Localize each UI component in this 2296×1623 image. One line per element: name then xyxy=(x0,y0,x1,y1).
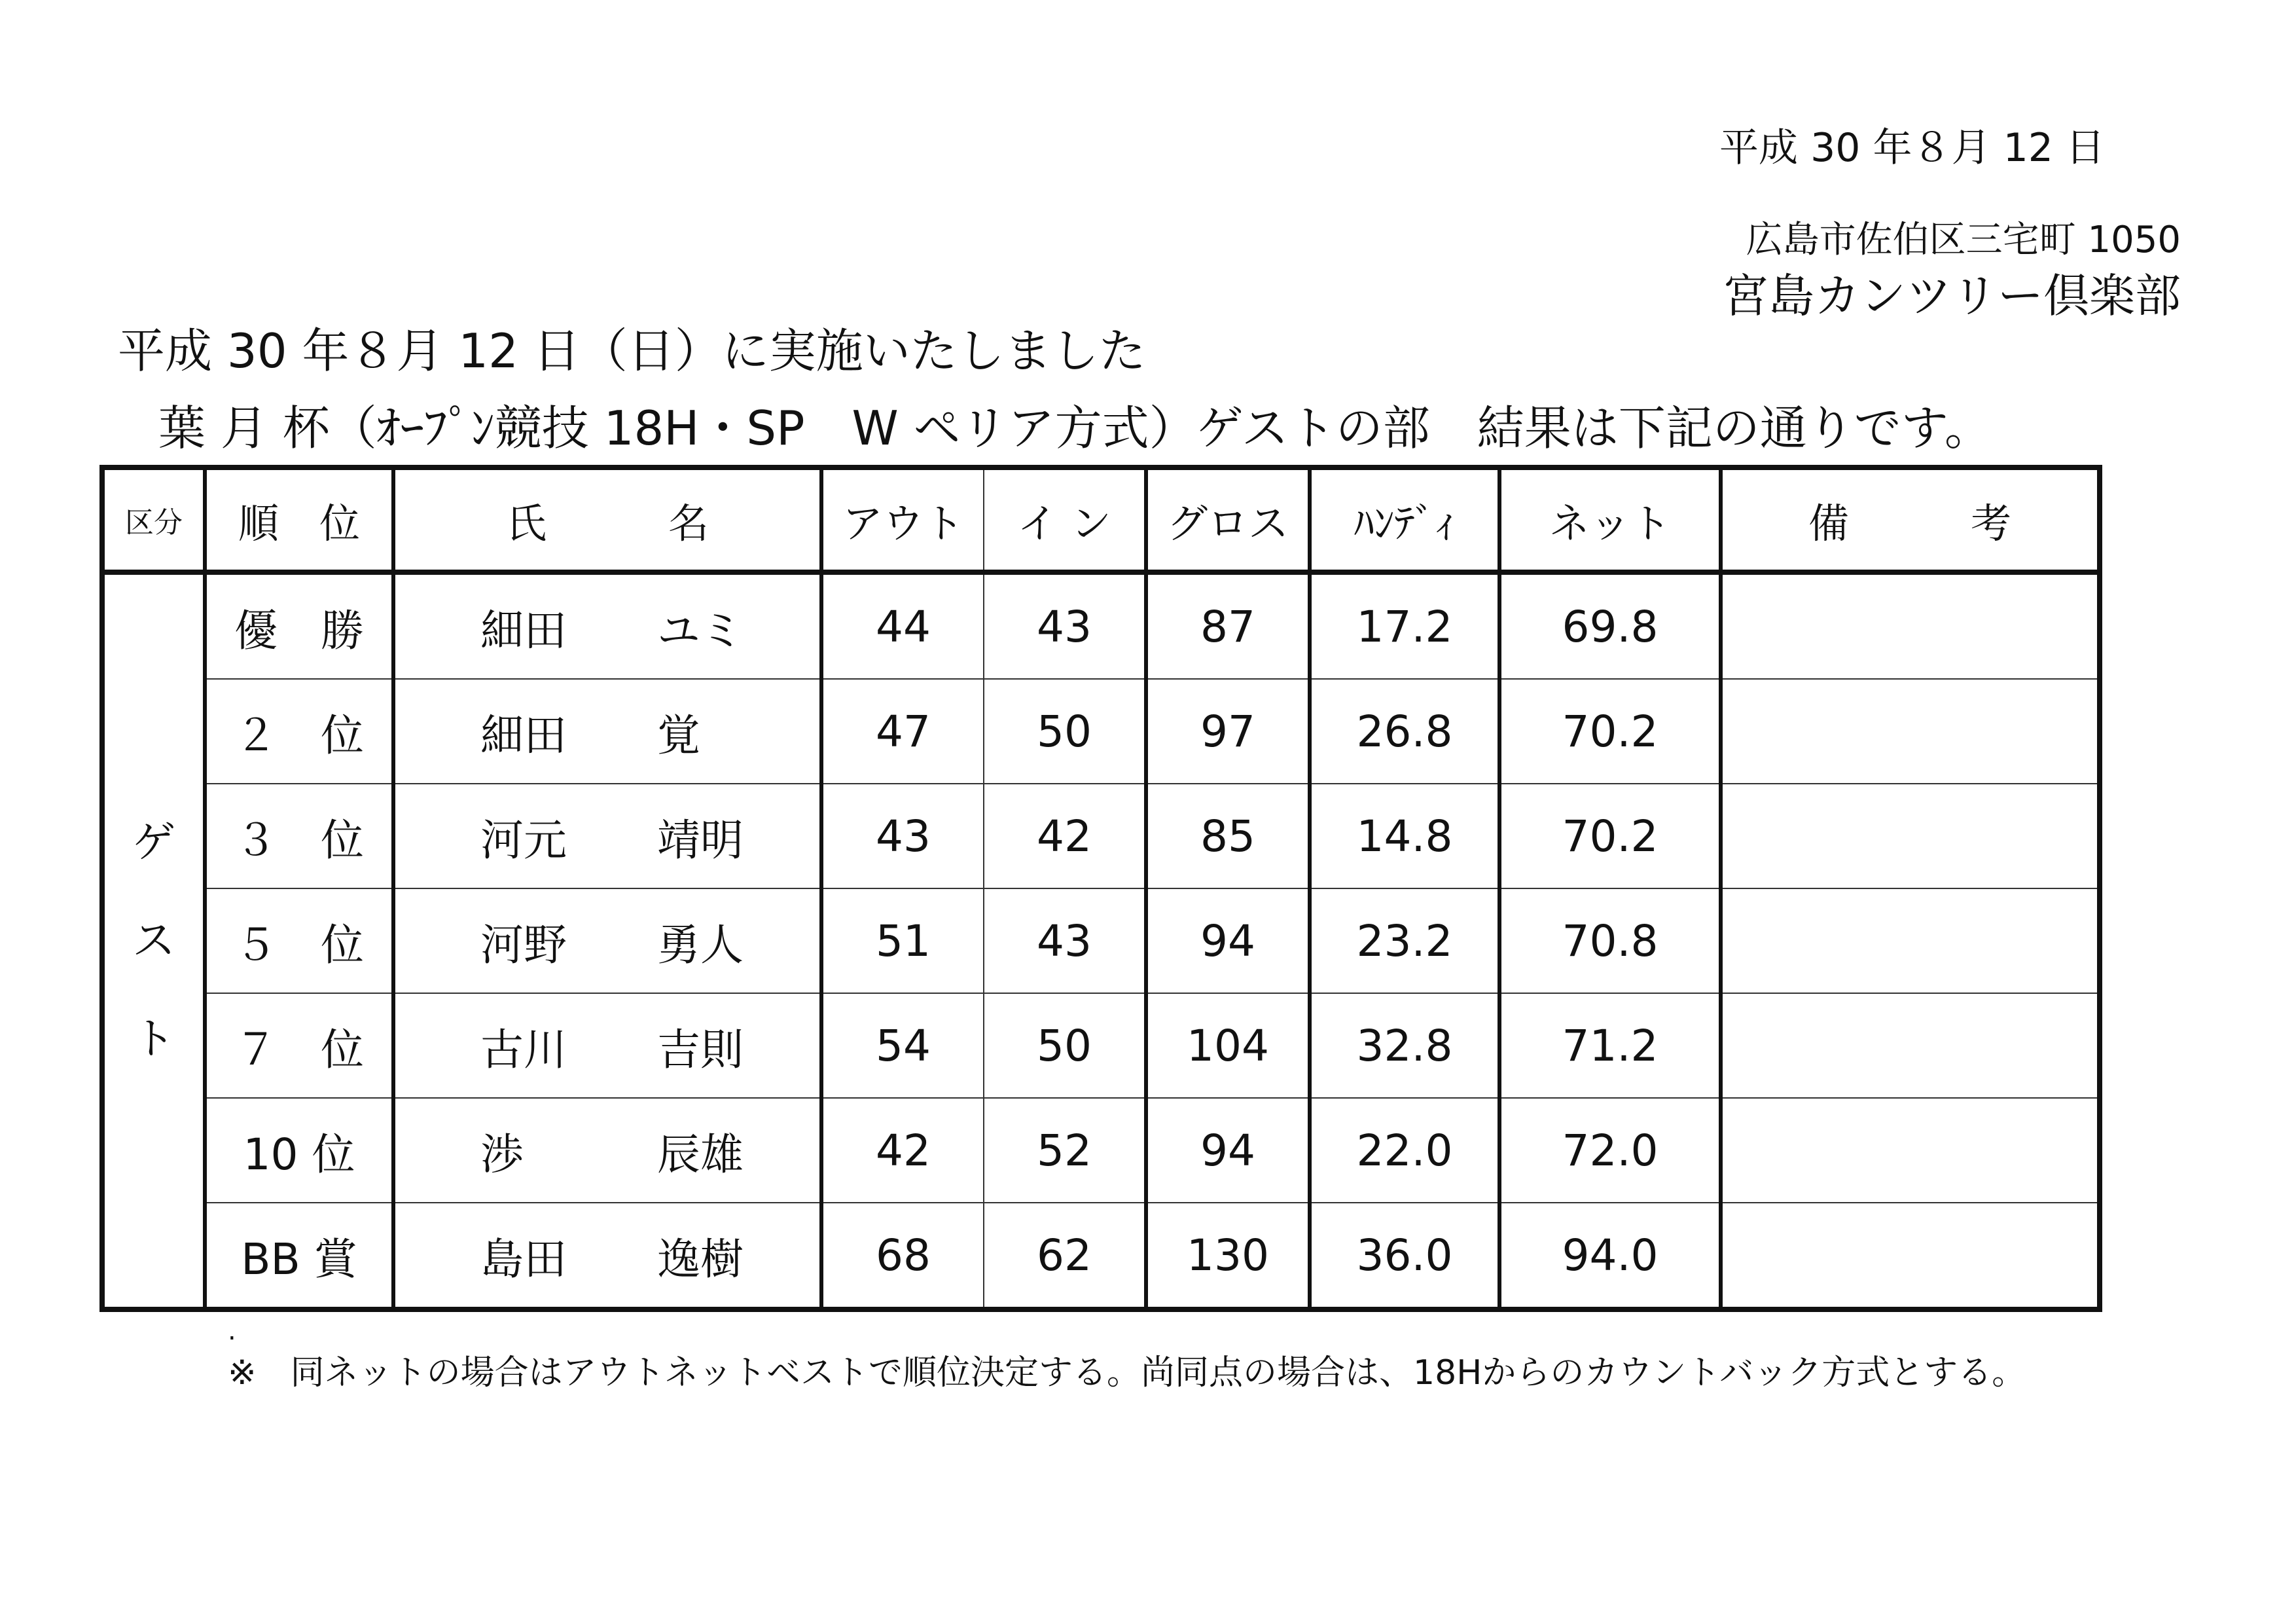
intro-line-1: 平成 30 年８月 12 日（日）に実施いたしました xyxy=(118,323,1146,378)
gross-score-cell: 87 xyxy=(1146,572,1310,679)
header-out: アウト xyxy=(821,467,984,572)
remarks-cell xyxy=(1721,784,2100,888)
last-name: 河元 xyxy=(480,814,567,866)
out-score-cell: 68 xyxy=(821,1203,984,1309)
name-cell xyxy=(393,679,821,784)
handicap-cell: 36.0 xyxy=(1310,1203,1499,1309)
out-score-cell: 51 xyxy=(821,888,984,993)
remarks-cell xyxy=(1721,572,2100,679)
name-cell xyxy=(393,1098,821,1203)
intro-line-2: 葉 月 杯（ｵｰﾌﾟﾝ競技 18H・SP W ペリア方式）ゲストの部 結果は下記の通りです。 xyxy=(158,401,1992,456)
out-score-cell: 42 xyxy=(821,1098,984,1203)
division-char: ゲ xyxy=(132,817,175,867)
name-cell xyxy=(393,1203,821,1309)
first-name: 辰雄 xyxy=(657,1129,744,1180)
first-name: 靖明 xyxy=(657,814,744,866)
last-name: 河野 xyxy=(480,919,567,970)
net-score-cell: 70.8 xyxy=(1499,888,1721,993)
document-date: 平成 30 年８月 12 日 xyxy=(1719,125,2105,171)
in-score-cell: 43 xyxy=(984,572,1146,679)
last-name: 島田 xyxy=(480,1233,567,1285)
handicap-cell: 23.2 xyxy=(1310,888,1499,993)
table-row xyxy=(102,1098,2100,1203)
net-score-cell: 70.2 xyxy=(1499,679,1721,784)
in-score-cell: 42 xyxy=(984,784,1146,888)
header-gross: グロス xyxy=(1146,467,1310,572)
first-name: 吉則 xyxy=(657,1024,744,1075)
out-score-cell: 43 xyxy=(821,784,984,888)
header-division: 区分 xyxy=(102,467,205,572)
in-score-cell: 43 xyxy=(984,888,1146,993)
name-cell xyxy=(393,993,821,1098)
name-cell xyxy=(393,888,821,993)
remarks-cell xyxy=(1721,993,2100,1098)
rank-cell: ５ 位 xyxy=(205,888,393,993)
last-name: 渉 xyxy=(480,1129,524,1180)
rank-cell: 優 勝 xyxy=(205,572,393,679)
net-score-cell: 72.0 xyxy=(1499,1098,1721,1203)
net-score-cell: 69.8 xyxy=(1499,572,1721,679)
last-name: 古川 xyxy=(480,1024,567,1075)
remarks-cell xyxy=(1721,1098,2100,1203)
net-score-cell: 71.2 xyxy=(1499,993,1721,1098)
name-cell xyxy=(393,784,821,888)
handicap-cell: 14.8 xyxy=(1310,784,1499,888)
rank-cell: BB 賞 xyxy=(205,1203,393,1309)
net-score-cell: 70.2 xyxy=(1499,784,1721,888)
header-rank: 順 位 xyxy=(205,467,393,572)
division-char: ト xyxy=(132,1013,175,1064)
first-name: ユミ xyxy=(657,605,744,656)
header-name: 氏 名 xyxy=(393,467,821,572)
out-score-cell: 44 xyxy=(821,572,984,679)
note-dot: . xyxy=(228,1316,236,1346)
header-remarks: 備 考 xyxy=(1721,467,2100,572)
in-score-cell: 52 xyxy=(984,1098,1146,1203)
rank-cell: 10 位 xyxy=(205,1098,393,1203)
club-address: 広島市佐伯区三宅町 1050 xyxy=(1746,219,2181,261)
gross-score-cell: 85 xyxy=(1146,784,1310,888)
last-name: 細田 xyxy=(480,605,567,656)
table-header-row xyxy=(102,467,2100,572)
table-row xyxy=(102,1203,2100,1309)
first-name: 勇人 xyxy=(657,919,744,970)
out-score-cell: 54 xyxy=(821,993,984,1098)
handicap-cell: 26.8 xyxy=(1310,679,1499,784)
table-row xyxy=(102,784,2100,888)
table-row xyxy=(102,993,2100,1098)
gross-score-cell: 97 xyxy=(1146,679,1310,784)
footnote: ※ 同ネットの場合はアウトネットベストで順位決定する。尚同点の場合は、18Hからのカウントバック方式とする。 xyxy=(228,1353,2026,1393)
first-name: 覚 xyxy=(657,710,700,761)
net-score-cell: 94.0 xyxy=(1499,1203,1721,1309)
handicap-cell: 32.8 xyxy=(1310,993,1499,1098)
table-row xyxy=(102,679,2100,784)
handicap-cell: 22.0 xyxy=(1310,1098,1499,1203)
table-row xyxy=(102,888,2100,993)
first-name: 逸樹 xyxy=(657,1233,744,1285)
gross-score-cell: 104 xyxy=(1146,993,1310,1098)
rank-cell: ３ 位 xyxy=(205,784,393,888)
header-in: イ ン xyxy=(984,467,1146,572)
rank-cell: ２ 位 xyxy=(205,679,393,784)
gross-score-cell: 94 xyxy=(1146,1098,1310,1203)
header-net: ネット xyxy=(1499,467,1721,572)
remarks-cell xyxy=(1721,1203,2100,1309)
remarks-cell xyxy=(1721,888,2100,993)
out-score-cell: 47 xyxy=(821,679,984,784)
in-score-cell: 62 xyxy=(984,1203,1146,1309)
rank-cell: ７ 位 xyxy=(205,993,393,1098)
division-char: ス xyxy=(132,915,175,966)
gross-score-cell: 130 xyxy=(1146,1203,1310,1309)
header-handicap: ﾊﾝﾃﾞｨ xyxy=(1310,467,1499,572)
table-row xyxy=(102,572,2100,679)
remarks-cell xyxy=(1721,679,2100,784)
last-name: 細田 xyxy=(480,710,567,761)
handicap-cell: 17.2 xyxy=(1310,572,1499,679)
in-score-cell: 50 xyxy=(984,993,1146,1098)
results-table xyxy=(99,465,2102,1312)
name-cell xyxy=(393,572,821,679)
in-score-cell: 50 xyxy=(984,679,1146,784)
club-name: 宮島カンツリー倶楽部 xyxy=(1723,269,2181,323)
gross-score-cell: 94 xyxy=(1146,888,1310,993)
division-cell xyxy=(102,572,205,1309)
